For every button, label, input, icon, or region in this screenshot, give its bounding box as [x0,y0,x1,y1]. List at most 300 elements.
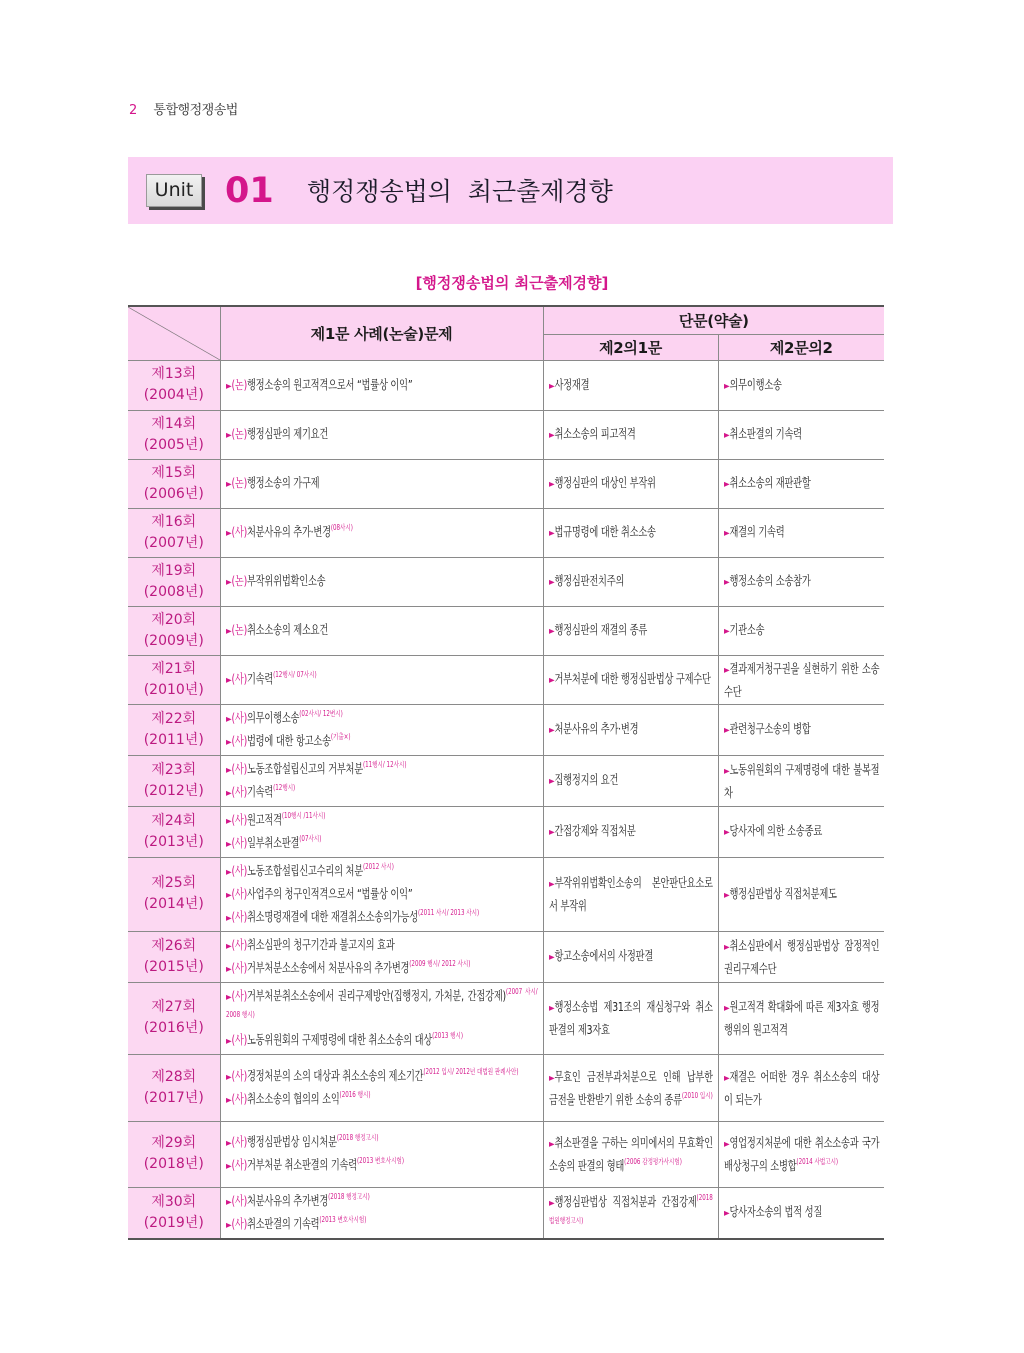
triangle-bullet-icon: ► [225,991,231,1003]
exam-year: (2004년) [143,387,204,403]
question-type-tag: (사) [230,1090,247,1106]
triangle-bullet-icon: ► [548,528,554,539]
exam-year: (2012년) [143,782,204,799]
exam-year: (2014년) [143,896,204,912]
topic-cell-q1 [220,459,543,508]
topic-cell-q2-2 [718,982,884,1054]
table-row [128,1121,884,1187]
topic-item [724,521,879,544]
topic-text: 항고소송에서의 사정판결 [553,948,653,963]
question-type-tag: (논) [230,622,247,637]
topic-cell-q1 [220,1121,543,1187]
topic-list [226,668,538,691]
topic-list [724,570,879,593]
table-row [128,557,884,606]
triangle-bullet-icon: ► [225,479,231,490]
topic-text: 행정심판법상 임시처분 [246,1134,337,1149]
table-row [128,982,884,1054]
topic-item [724,1066,879,1110]
round-label-cell [128,806,220,857]
topic-list [226,374,538,397]
question-type-tag: (사) [230,862,247,878]
page-number: 2 [129,103,138,118]
topic-text: 노동조합설립신고수리의 처분 [246,862,363,878]
topic-list [226,758,538,804]
topic-cell-q2-1 [543,857,718,931]
exam-source-note: (2018 행정고시) [327,1191,370,1201]
topic-list [549,619,713,642]
topic-text: 간접강제와 직접처분 [553,823,636,838]
topic-cell-q1 [220,606,543,655]
triangle-bullet-icon: ► [723,889,729,901]
topic-item [549,820,713,843]
topic-item [226,521,538,544]
topic-item [549,668,713,691]
exam-round: 제20회 [151,611,197,628]
header-q2-1: 제2의1문 [543,334,718,360]
question-type-tag: (논) [230,426,247,441]
round-label-cell [128,508,220,557]
exam-source-note: (2007 사시/ 2008 행시) [225,986,538,1019]
topic-text: 처분사유의 추가·변경 [553,721,638,736]
table-row [128,931,884,982]
triangle-bullet-icon: ► [723,827,729,838]
triangle-bullet-icon: ► [723,1072,729,1084]
question-type-tag: (사) [230,885,247,901]
table-row [128,655,884,704]
question-type-tag: (사) [230,936,247,952]
question-type-tag: (논) [230,573,247,588]
topic-cell-q2-2 [718,459,884,508]
question-type-tag: (사) [230,671,247,686]
topic-cell-q2-1 [543,806,718,857]
question-type-tag: (사) [230,834,247,850]
topic-list [549,1191,713,1235]
topic-list [724,472,879,495]
topic-item [724,883,879,906]
triangle-bullet-icon: ► [225,1161,231,1172]
topic-cell-q2-1 [543,655,718,704]
exam-round: 제27회 [151,999,197,1015]
topic-item [226,1154,538,1177]
triangle-bullet-icon: ► [723,577,729,588]
header-row [128,306,884,334]
topic-cell-q2-2 [718,1121,884,1187]
topic-item [226,1213,538,1236]
table-row [128,857,884,931]
topic-item [226,472,538,495]
topic-text: 결과제거청구권을 실현하기 위한 소송수단 [723,660,879,699]
topic-cell-q2-2 [718,655,884,704]
exam-round: 제15회 [151,464,197,481]
topic-cell-q2-1 [543,1187,718,1239]
triangle-bullet-icon: ► [225,380,231,392]
exam-round: 제16회 [151,513,197,530]
question-type-tag: (사) [230,959,247,975]
topic-item [724,472,879,495]
topic-cell-q2-1 [543,360,718,410]
topic-item [724,1201,879,1224]
table-caption: [행정쟁송법의 최근출제경향] [415,274,609,292]
exam-source-note: (2010 입시) [681,1090,713,1100]
triangle-bullet-icon: ► [548,430,554,441]
round-label-cell [128,557,220,606]
topic-cell-q1 [220,410,543,459]
topic-item [724,619,879,642]
exam-source-note: (2013 변호사시험) [318,1214,366,1224]
topic-list [724,619,879,642]
topic-text: 노동위원회의 구제명령에 대한 불복절차 [723,761,879,800]
topic-list [549,996,713,1040]
triangle-bullet-icon: ► [225,736,231,748]
topic-text: 노동위원회의 구제명령에 대한 취소소송의 대상 [246,1031,432,1047]
topic-list [724,1201,879,1224]
topic-cell-q1 [220,557,543,606]
exam-year: (2018년) [143,1156,204,1172]
topic-list [549,521,713,544]
exam-source-note: (2011 사시/ 2013 사시) [417,907,479,917]
triangle-bullet-icon: ► [225,889,231,901]
running-header [129,102,238,120]
question-type-tag: (사) [230,760,247,776]
table-row [128,606,884,655]
topic-text: 원고적격 확대화에 따른 제3자효 행정행위의 원고적격 [723,999,879,1037]
topic-text: 거부처분소소송에서 처분사유의 추가변경 [246,959,409,975]
topic-item [549,521,713,544]
round-label-cell [128,704,220,755]
question-type-tag: (사) [230,1157,247,1172]
exam-source-note: (10행시 /11사시) [281,810,325,820]
round-label-cell [128,1054,220,1121]
topic-item [549,472,713,495]
exam-year: (2007년) [143,534,204,551]
topic-text: 거부처분취소소송에서 권리구제방안(집행정지, 가처분, 간접강제) [246,987,506,1003]
question-type-tag: (사) [230,1192,247,1208]
triangle-bullet-icon: ► [548,626,554,637]
topic-item [549,1066,713,1110]
table-row [128,1187,884,1239]
exam-year: (2008년) [143,583,204,600]
topic-cell-q2-1 [543,931,718,982]
topic-text: 기속력 [246,671,273,686]
exam-round: 제19회 [151,562,197,579]
exam-year: (2016년) [143,1020,204,1036]
topic-item [549,1191,713,1235]
exam-source-note: (02사시/ 12변시) [298,708,343,718]
exam-source-note: (2006 감정평가사시험) [623,1157,682,1166]
topic-cell-q2-1 [543,410,718,459]
topic-text: 취소소송의 제소요건 [246,622,328,637]
exam-source-note: (2016 행시) [339,1089,370,1099]
triangle-bullet-icon: ► [225,528,231,539]
triangle-bullet-icon: ► [548,675,554,686]
topic-text: 취소판결의 기속력 [728,426,802,441]
topic-text: 취소소송의 협의의 소익 [246,1090,340,1106]
triangle-bullet-icon: ► [225,713,231,725]
topic-cell-q2-2 [718,508,884,557]
exam-source-note: (2013 변호사시험) [356,1156,404,1165]
triangle-bullet-icon: ► [225,1071,231,1083]
topic-list [549,472,713,495]
topic-list [226,707,538,753]
round-label-cell [128,360,220,410]
triangle-bullet-icon: ► [225,1094,231,1106]
header-q2-2: 제2문의2 [718,334,884,360]
unit-label: Unit [146,174,202,207]
topic-item [226,1190,538,1213]
topic-list [549,945,713,968]
triangle-bullet-icon: ► [723,941,729,953]
topic-list [549,1066,713,1110]
triangle-bullet-icon: ► [548,1139,554,1150]
topic-cell-q1 [220,755,543,806]
topic-cell-q1 [220,857,543,931]
topic-list [226,934,538,980]
topic-text: 취소심판의 청구기간과 불고지의 효과 [246,936,395,952]
table-row [128,704,884,755]
triangle-bullet-icon: ► [225,1035,231,1047]
exam-source-note: (07사시) [298,833,321,843]
topic-text: 취소소송의 피고적격 [553,426,636,441]
topic-item [226,423,538,446]
topic-item [549,996,713,1040]
triangle-bullet-icon: ► [225,787,231,799]
topic-item [724,820,879,843]
topic-item [724,570,879,593]
topic-cell-q1 [220,655,543,704]
exam-year: (2015년) [143,958,204,975]
topic-item [226,619,538,642]
topic-item [226,730,538,753]
exam-round: 제24회 [151,812,197,829]
topic-list [724,423,879,446]
topic-text: 법령에 대한 항고소송 [246,732,331,748]
topic-text: 사업주의 청구인적격으로서 “법률상 이익” [246,885,412,901]
topic-cell-q1 [220,704,543,755]
triangle-bullet-icon: ► [548,725,554,736]
unit-number: 01 [225,171,274,211]
question-type-tag: (사) [230,1031,247,1047]
topic-cell-q1 [220,982,543,1054]
topic-cell-q2-2 [718,410,884,459]
topic-list [724,658,879,702]
topic-item [226,934,538,957]
question-type-tag: (사) [230,1134,247,1149]
question-type-tag: (사) [230,709,247,725]
topic-text: 법규명령에 대한 취소소송 [553,524,656,539]
topic-item [226,906,538,929]
exam-round: 제25회 [151,875,197,891]
topic-list [226,1131,538,1177]
question-type-tag: (사) [230,524,247,539]
exam-source-note: (2018 행정고시) [336,1133,378,1142]
topic-item [549,769,713,792]
topic-cell-q2-2 [718,857,884,931]
topic-cell-q2-2 [718,931,884,982]
triangle-bullet-icon: ► [225,764,231,776]
topic-list [549,1132,713,1176]
question-type-tag: (사) [230,811,247,827]
topic-cell-q1 [220,1054,543,1121]
round-label-cell [128,1187,220,1239]
exam-source-note: (2013 행시) [431,1030,463,1040]
topic-item [724,718,879,741]
exam-year: (2013년) [143,833,204,850]
triangle-bullet-icon: ► [548,479,554,490]
topic-item [226,832,538,855]
topic-cell-q2-2 [718,606,884,655]
topic-cell-q2-1 [543,557,718,606]
exam-round: 제13회 [151,366,197,382]
topic-text: 부작위위법확인소송 [246,573,325,588]
topic-text: 행정심판법상 직접처분제도 [728,885,837,901]
topic-list [724,935,879,979]
topic-text: 행정소송법 제31조의 재심청구와 취소판결의 제3자효 [548,999,713,1037]
topic-cell-q2-2 [718,557,884,606]
table-header [128,306,884,360]
exam-round: 제26회 [151,937,197,954]
topic-cell-q2-2 [718,360,884,410]
book-title: 통합행정쟁송법 [153,103,238,118]
question-type-tag: (논) [230,475,247,490]
topic-cell-q2-1 [543,606,718,655]
topic-item [226,374,538,397]
topic-list [226,619,538,642]
topic-list [549,374,713,397]
triangle-bullet-icon: ► [723,626,729,637]
triangle-bullet-icon: ► [723,1139,729,1150]
triangle-bullet-icon: ► [723,1208,729,1219]
topic-cell-q1 [220,931,543,982]
topic-text: 관련청구소송의 병합 [728,721,811,736]
topic-cell-q1 [220,360,543,410]
exam-round: 제21회 [151,660,197,677]
topic-text: 취소판결을 구하는 의미에서의 무효확인소송의 판결의 형태 [548,1135,713,1173]
topic-item [549,619,713,642]
topic-text: 행정심판전치주의 [553,573,624,588]
topic-list [549,820,713,843]
topic-item [724,935,879,979]
topic-item [226,985,538,1029]
topic-text: 행정심판의 재결의 종류 [553,622,647,637]
topic-cell-q2-2 [718,806,884,857]
triangle-bullet-icon: ► [225,675,231,686]
header-essay: 제1문 사례(논술)문제 [220,306,543,360]
topic-list [724,374,879,397]
topic-cell-q2-1 [543,1054,718,1121]
topic-item [226,781,538,804]
topic-cell-q1 [220,806,543,857]
exam-round: 제23회 [151,761,197,778]
triangle-bullet-icon: ► [225,866,231,878]
triangle-bullet-icon: ► [723,664,729,676]
triangle-bullet-icon: ► [723,765,729,777]
round-label-cell [128,459,220,508]
round-label-cell [128,982,220,1054]
topic-text: 부작위위법확인소송의 본안판단요소로서 부작위 [548,875,713,913]
triangle-bullet-icon: ► [723,479,729,490]
question-type-tag: (사) [230,1215,247,1231]
exam-year: (2009년) [143,632,204,649]
topic-item [549,570,713,593]
exam-round: 제30회 [151,1193,197,1210]
topic-text: 기속력 [246,783,273,799]
topic-text: 행정소송의 원고적격으로서 “법률상 이익” [246,376,412,392]
topic-item [226,1131,538,1154]
topic-text: 처분사유의 추가·변경 [246,524,331,539]
topic-item [226,758,538,781]
topic-text: 사정재결 [553,376,589,392]
topic-text: 당사자에 의한 소송종료 [728,823,822,838]
topic-text: 행정심판의 제기요건 [246,426,328,441]
topic-text: 거부처분에 대한 행정심판법상 구제수단 [553,671,711,686]
topic-text: 일부취소판결 [246,834,299,850]
topic-list [549,769,713,792]
exam-trend-table [128,305,884,1240]
triangle-bullet-icon: ► [723,1003,729,1014]
triangle-bullet-icon: ► [225,815,231,827]
table-row [128,410,884,459]
topic-item [226,957,538,980]
topic-item [226,809,538,832]
topic-text: 원고적격 [246,811,282,827]
round-label-cell [128,1121,220,1187]
question-type-tag: (사) [230,908,247,924]
topic-item [226,1065,538,1088]
topic-text: 행정소송의 소송참가 [728,573,811,588]
unit-title: 행정쟁송법의 최근출제경향 [307,177,613,206]
triangle-bullet-icon: ► [548,577,554,588]
exam-round: 제22회 [151,710,197,727]
topic-text: 취소심판에서 행정심판법상 잠정적인 권리구제수단 [723,937,879,976]
topic-text: 경정처분의 소의 대상과 취소소송의 제소기간 [246,1067,423,1083]
topic-text: 당사자소송의 법적 성질 [728,1204,822,1219]
topic-list [226,570,538,593]
topic-text: 재결의 기속력 [728,524,784,539]
triangle-bullet-icon: ► [723,430,729,441]
triangle-bullet-icon: ► [225,912,231,924]
triangle-bullet-icon: ► [548,1197,554,1209]
topic-text: 집행정지의 요건 [553,772,618,787]
topic-text: 의무이행소송 [246,709,299,725]
table-body [128,360,884,1239]
topic-item [226,1088,538,1111]
exam-source-note: (08사시) [330,523,353,532]
topic-item [724,658,879,702]
topic-item [226,883,538,906]
diagonal-header-cell [128,306,220,360]
topic-list [724,521,879,544]
topic-list [549,872,713,916]
topic-list [226,809,538,855]
topic-list [724,883,879,906]
topic-item [549,1132,713,1176]
topic-text: 노동조합설립신고의 거부처분 [246,760,363,776]
topic-list [226,1190,538,1236]
triangle-bullet-icon: ► [548,1003,554,1014]
triangle-bullet-icon: ► [723,725,729,736]
triangle-bullet-icon: ► [225,1138,231,1149]
triangle-bullet-icon: ► [225,963,231,975]
topic-list [226,1065,538,1111]
topic-item [549,945,713,968]
exam-round: 제14회 [151,415,197,432]
topic-list [226,860,538,929]
round-label-cell [128,755,220,806]
topic-text: 영업정지처분에 대한 취소소송과 국가배상청구의 소병합 [723,1135,879,1173]
topic-item [226,570,538,593]
topic-cell-q2-1 [543,982,718,1054]
